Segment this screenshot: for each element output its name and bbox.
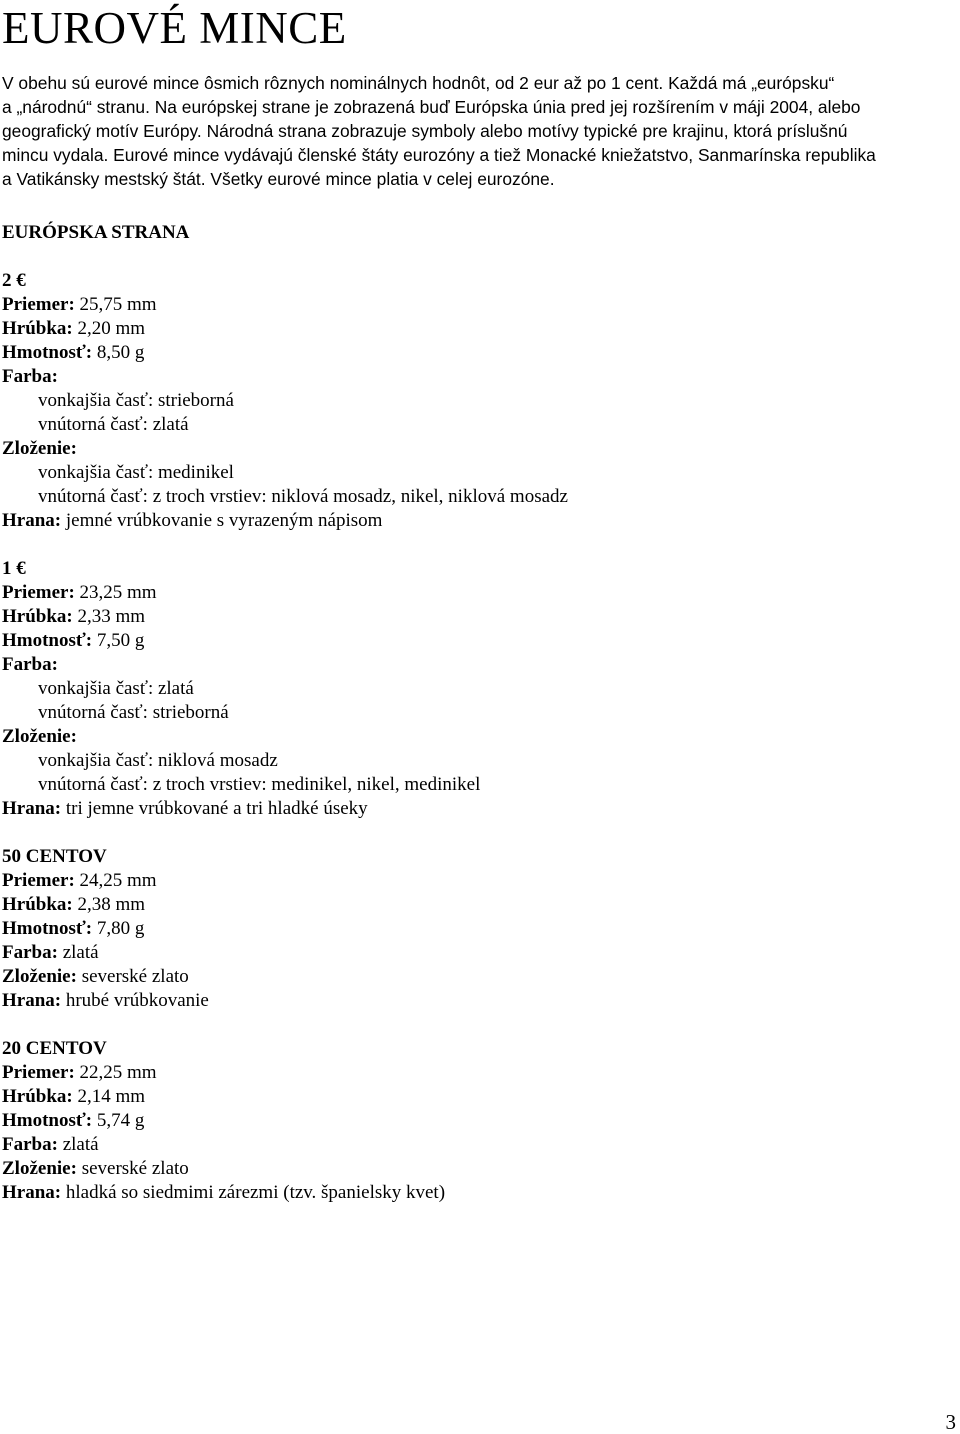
composition-inner: vnútorná časť: z troch vrstiev: medinikel, nikel, medinikel: [38, 774, 481, 795]
coin-heading: 20 CENTOV: [2, 1038, 107, 1059]
intro-line: geografický motív Európy. Národná strana zobrazuje symboly alebo motívy typické pre krajinu, ktorá príslušnú: [2, 121, 848, 141]
color-inner: vnútorná časť: zlatá: [38, 414, 189, 435]
thickness-row: Hrúbka: 2,38 mm: [2, 894, 146, 915]
intro-line: V obehu sú eurové mince ôsmich rôznych nominálnych hodnôt, od 2 eur až po 1 cent. Každá má „európsku“: [2, 73, 835, 93]
color-outer: vonkajšia časť: strieborná: [38, 390, 234, 411]
coin-heading: 1 €: [2, 558, 26, 579]
coin-heading: 2 €: [2, 270, 26, 291]
color-outer: vonkajšia časť: zlatá: [38, 678, 194, 699]
intro-paragraph: [2, 71, 957, 191]
coin-2-euro: [2, 269, 952, 533]
weight-row: Hmotnosť: 5,74 g: [2, 1110, 145, 1131]
page-number: 3: [945, 1410, 956, 1434]
diameter-row: Priemer: 22,25 mm: [2, 1062, 157, 1083]
edge-row: Hrana: hrubé vrúbkovanie: [2, 990, 209, 1011]
color-row: Farba: zlatá: [2, 942, 99, 963]
edge-row: Hrana: jemné vrúbkovanie s vyrazeným nápisom: [2, 510, 383, 531]
composition-row: Zloženie:: [2, 438, 77, 459]
thickness-row: Hrúbka: 2,14 mm: [2, 1086, 146, 1107]
page-title: EUROVÉ MINCE: [2, 3, 347, 53]
color-row: Farba:: [2, 654, 58, 675]
composition-row: Zloženie:: [2, 726, 77, 747]
diameter-row: Priemer: 24,25 mm: [2, 870, 157, 891]
edge-row: Hrana: tri jemne vrúbkované a tri hladké úseky: [2, 798, 368, 819]
intro-line: a „národnú“ stranu. Na európskej strane je zobrazená buď Európska únia pred jej rozšírením v máji 2004, alebo: [2, 97, 861, 117]
color-row: Farba:: [2, 366, 58, 387]
composition-inner: vnútorná časť: z troch vrstiev: niklová mosadz, nikel, niklová mosadz: [38, 486, 568, 507]
weight-row: Hmotnosť: 7,50 g: [2, 630, 145, 651]
edge-row: Hrana: hladká so siedmimi zárezmi (tzv. španielsky kvet): [2, 1182, 446, 1203]
thickness-row: Hrúbka: 2,33 mm: [2, 606, 146, 627]
intro-line: a Vatikánsky mestský štát. Všetky eurové mince platia v celej eurozóne.: [2, 169, 555, 189]
coin-20-cents: [2, 1037, 952, 1205]
weight-row: Hmotnosť: 7,80 g: [2, 918, 145, 939]
color-row: Farba: zlatá: [2, 1134, 99, 1155]
composition-outer: vonkajšia časť: medinikel: [38, 462, 234, 483]
coin-heading: 50 CENTOV: [2, 846, 107, 867]
intro-line: mincu vydala. Eurové mince vydávajú členské štáty eurozóny a tiež Monacké kniežatstvo, Sanmarínska republika: [2, 145, 876, 165]
coin-50-cents: [2, 845, 952, 1013]
composition-outer: vonkajšia časť: niklová mosadz: [38, 750, 278, 771]
coin-specs: [2, 221, 952, 1205]
thickness-row: Hrúbka: 2,20 mm: [2, 318, 146, 339]
color-inner: vnútorná časť: strieborná: [38, 702, 229, 723]
weight-row: Hmotnosť: 8,50 g: [2, 342, 145, 363]
composition-row: Zloženie: severské zlato: [2, 966, 189, 987]
diameter-row: Priemer: 23,25 mm: [2, 582, 157, 603]
section-heading: EURÓPSKA STRANA: [2, 222, 190, 243]
composition-row: Zloženie: severské zlato: [2, 1158, 189, 1179]
coin-1-euro: [2, 557, 952, 821]
diameter-row: Priemer: 25,75 mm: [2, 294, 157, 315]
